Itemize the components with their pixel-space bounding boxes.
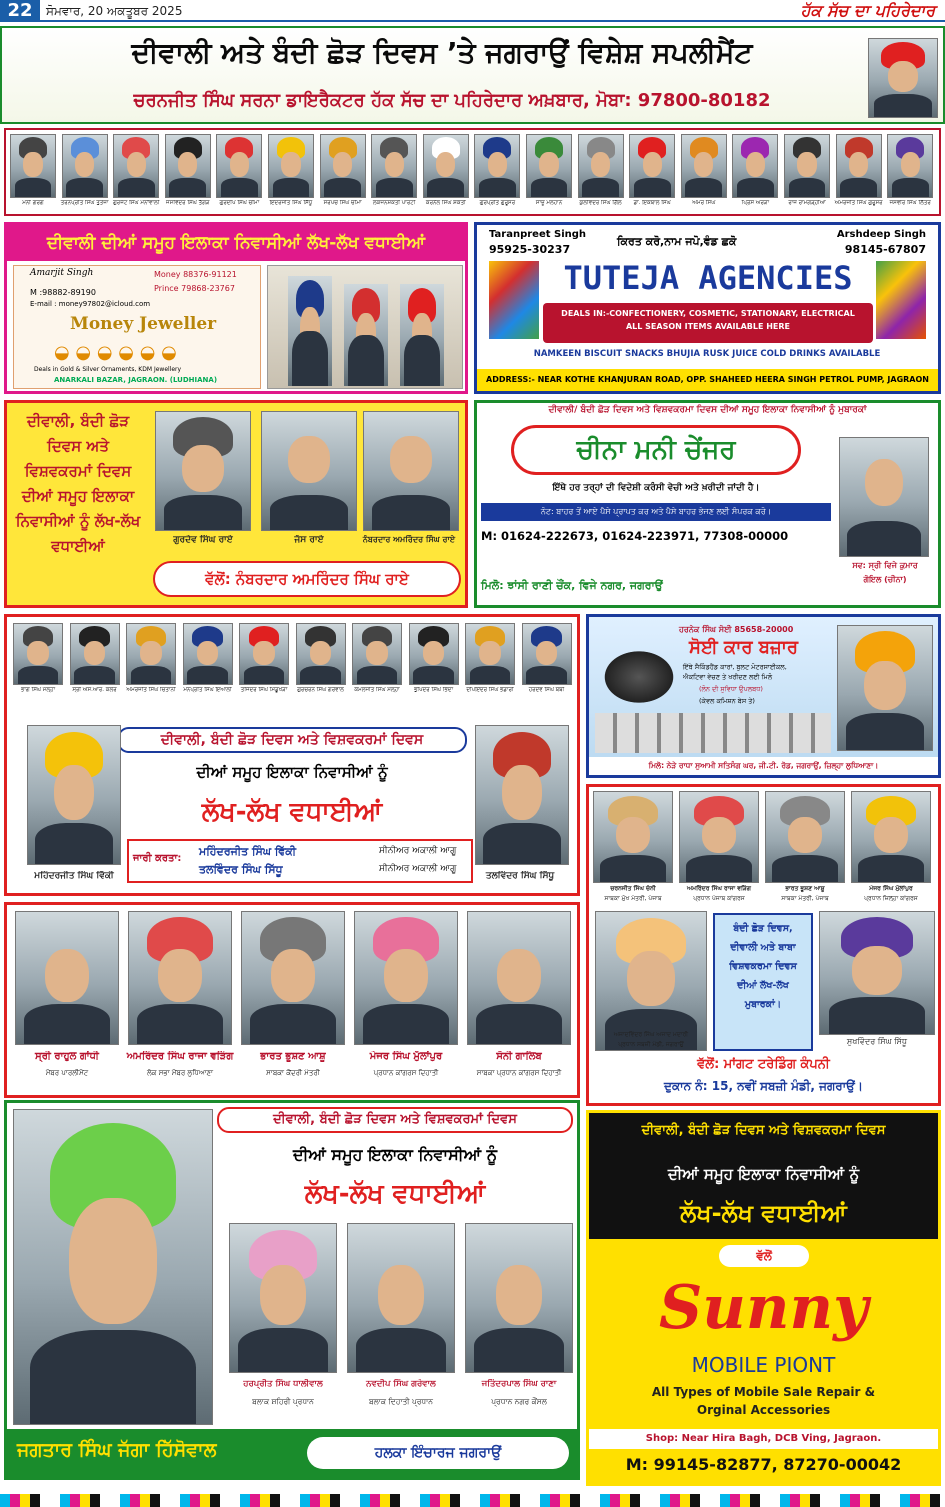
- masthead-logo: ਹੱਕ ਸੱਚ ਦਾ ਪਹਿਰੇਦਾਰ: [800, 1, 935, 20]
- strip-caption: ਸਾਜ਼ੂ ਮਲਹਾਨ: [535, 200, 563, 206]
- jagga-line1: ਦੀਵਾਲੀ, ਬੰਦੀ ਛੋੜ ਦਿਵਸ ਅਤੇ ਵਿਸ਼ਵਕਰਮਾਂ ਦਿਵਸ: [217, 1107, 573, 1133]
- jagga-row-photo: [465, 1223, 573, 1373]
- mangat-photo-left: [595, 911, 707, 1051]
- mangat-from: ਵੱਲੋਂ: ਮਾਂਗਟ ਟਰੇਡਿੰਗ ਕੰਪਨੀ: [697, 1057, 830, 1072]
- congress-photo: [241, 911, 345, 1045]
- vicky-row-photo: [183, 623, 233, 685]
- sai-owner-name: ਹਰਨੇਕ ਸਿੰਘ ਸੋਈ: [679, 625, 732, 634]
- sunny-desc2: Orginal Accessories: [696, 1403, 831, 1417]
- mangat-row-role: ਪ੍ਰਧਾਨ ਪੰਜਾਬ ਕਾਂਗਰਸ: [693, 895, 745, 902]
- prince-phone: 79868-23767: [181, 284, 235, 293]
- mangat-address: ਦੁਕਾਨ ਨੰ: 15, ਨਵੀਂ ਸਬਜ਼ੀ ਮੰਡੀ, ਜਗਰਾਉਂ।: [664, 1079, 863, 1093]
- tuteja-left-phone: 95925-30237: [489, 243, 571, 256]
- issuer-role-1: ਸੀਨੀਅਰ ਅਕਾਲੀ ਆਗੂ: [379, 846, 457, 856]
- vicky-row-caption: ਭਾਗ ਸਿੰਘ ਮੱਲ੍ਹਾ: [20, 687, 56, 693]
- tuteja-motto: ਕਿਰਤ ਕਰੋ,ਨਾਮ ਜਪੋ,ਵੰਡ ਛਕੋ: [617, 235, 737, 248]
- china-money-changer-ad: [474, 400, 941, 608]
- strip-photo: [681, 134, 727, 198]
- shop-address: ANARKALI BAZAR, JAGRAON. (LUDHIANA): [54, 376, 218, 384]
- mangat-left-name: ਅਜਾਦਵਿੰਦਰ ਸਿੰਘ ਅਜਾਦ ਮਦਾਰੀ: [613, 1031, 689, 1038]
- congress-photo: [467, 911, 571, 1045]
- issuer-name-2: ਤਲਵਿੰਦਰ ਸਿੰਘ ਸਿੱਧੂ: [199, 863, 283, 876]
- money-label: [154, 270, 237, 279]
- jagga-footer-name: ਜਗਤਾਰ ਸਿੰਘ ਜੱਗਾ ਹਿੱਸੋਵਾਲ: [17, 1439, 217, 1461]
- mangat-row-role: ਪ੍ਰਧਾਨ ਜ਼ਿਲ੍ਹਾ ਕਾਂਗਰਸ: [864, 895, 918, 902]
- mangat-center-text: ਬੰਦੀ ਛੋੜ ਦਿਵਸ, ਦੀਵਾਲੀ ਅਤੇ ਬਾਬਾ ਵਿਸ਼ਵਕਰਮਾ ਦਿਵਸ ਦੀਆਂ ਲੱਖ-ਲੱਖ ਮੁਬਾਰਕਾਂ।: [729, 923, 797, 1010]
- vicky-row-photo: [522, 623, 572, 685]
- china-line2: ਨੋਟ: ਬਾਹਰ ਤੋਂ ਆਏ ਪੈਸੇ ਪ੍ਰਾਪਤ ਕਰ ਅਤੇ ਪੈਸੇ ਬਾਹਰ ਭੇਜਣ ਲਈ ਸੰਪਰਕ ਕਰੋ।: [481, 503, 831, 521]
- congress-photo: [15, 911, 119, 1045]
- rai-photo-3: [363, 411, 459, 531]
- strip-photo: [268, 134, 314, 198]
- strip-photo: [113, 134, 159, 198]
- vicky-caption-right: ਤਲਵਿੰਦਰ ਸਿੰਘ ਸਿੱਧੂ: [485, 871, 555, 881]
- strip-caption: ਅਮਰਜੀਤ ਸਿੰਘ ਗੁਰੂਸਰ: [834, 200, 883, 206]
- mangat-row-photo: [765, 791, 845, 883]
- issue-date: ਸੋਮਵਾਰ, 20 ਅਕਤੂਬਰ 2025: [46, 4, 183, 18]
- strip-caption: ਜਸਵੀਰ ਸਿੰਘ ਲਿੱਤਰ: [889, 200, 931, 206]
- banner-title: ਦੀਵਾਲੀ ਅਤੇ ਬੰਦੀ ਛੋੜ ਦਿਵਸ ’ਤੇ ਜਗਰਾਉਂ ਵਿਸ਼ੇਸ਼ ਸਪਲੀਮੈਂਟ: [131, 36, 753, 69]
- jagga-row-photo: [229, 1223, 337, 1373]
- mangat-row-photo: [679, 791, 759, 883]
- vicky-line1: ਦੀਵਾਲੀ, ਬੰਦੀ ਛੋੜ ਦਿਵਸ ਅਤੇ ਵਿਸ਼ਵਕਰਮਾਂ ਦਿਵਸ: [117, 727, 467, 753]
- car-lot-image: [595, 713, 831, 753]
- vicky-row-caption: ਭੁਪਿੰਦਰ ਸਿੰਘ ਭਿੰਦਾ: [413, 687, 454, 693]
- vicky-row-photo: [13, 623, 63, 685]
- print-registration-bar: [0, 1494, 945, 1507]
- china-photo: [839, 437, 929, 557]
- vicky-line2: ਦੀਆਂ ਸਮੂਹ ਇਲਾਕਾ ਨਿਵਾਸੀਆਂ ਨੂੰ: [196, 763, 388, 781]
- vicky-row-caption: ਕਮਲਜੀਤ ਸਿੰਘ ਮੱਲ੍ਹਾ: [354, 687, 400, 693]
- sai-line1: ਇੱਥੇ ਸੈਕਿੰਡਹੈਂਡ ਕਾਰਾਂ, ਬੁਲਟ ਮੋਟਰਸਾਈਕਲ,: [683, 663, 787, 671]
- strip-photo: [836, 134, 882, 198]
- vicky-row-photo: [239, 623, 289, 685]
- vicky-row-photo: [409, 623, 459, 685]
- mangat-row-name: ਭਾਰਤ ਭੂਸ਼ਣ ਆਸ਼ੂ: [785, 885, 825, 892]
- jagga-row-photo: [347, 1223, 455, 1373]
- strip-photo: [320, 134, 366, 198]
- strip-caption: ਪ੍ਰਿੰਸ ਅਰੋੜਾ: [741, 200, 770, 206]
- jagga-row-name: ਹਰਪ੍ਰੀਤ ਸਿੰਘ ਧਾਲੀਵਾਲ: [243, 1379, 323, 1389]
- vicky-row-caption: ਅਮਰਜੀਤ ਸਿੰਘ ਚਿਤਾਨੀ: [126, 687, 176, 693]
- jagga-row-role: ਬਲਾਕ ਸ਼ਹਿਰੀ ਪ੍ਰਧਾਨ: [252, 1397, 314, 1406]
- strip-caption: ਕਰਨੈਲ ਸਿੰਘ ਸ਼ਕਤੀ: [425, 200, 466, 206]
- rai-photo-2: [261, 411, 357, 531]
- director-photo: [868, 38, 938, 118]
- issuer-label: ਜਾਰੀ ਕਰਤਾ:: [133, 853, 182, 864]
- strip-photo: [784, 134, 830, 198]
- strip-photo: [62, 134, 108, 198]
- vicky-row-caption: ਹਰਦੇਵ ਸਿੰਘ ਬੋਬੀ: [528, 687, 565, 693]
- strip-caption: ਲੋਕਜਨਸ਼ਕਤੀ ਪਾਰਟੀ: [372, 200, 416, 206]
- vicky-row-photo: [126, 623, 176, 685]
- money-phone: 88376-91121: [183, 270, 237, 279]
- strip-photo: [474, 134, 520, 198]
- mangat-trading-ad: [586, 784, 941, 1106]
- jagga-line3: ਲੱਖ-ਲੱਖ ਵਧਾਈਆਂ: [304, 1179, 486, 1209]
- group-photo: [267, 265, 463, 389]
- congress-photo: [354, 911, 458, 1045]
- rai-message: ਦੀਵਾਲੀ, ਬੰਦੀ ਛੋੜ ਦਿਵਸ ਅਤੇ ਵਿਸ਼ਵਕਰਮਾਂ ਦਿਵਸ ਦੀਆਂ ਸਮੂਹ ਇਲਾਕਾ ਨਿਵਾਸੀਆਂ ਨੂੰ ਲੱਖ-ਲੱਖ ਵਧਾਈਆਂ: [15, 412, 141, 555]
- sunny-desc1: All Types of Mobile Sale Repair &: [651, 1385, 876, 1399]
- china-title: ਚੀਨਾ ਮਨੀ ਚੇਂਜਰ: [511, 425, 801, 475]
- diya-row: ◒ ◒ ◒ ◒ ◒ ◒: [54, 342, 177, 363]
- jagga-footer-role: ਹਲਕਾ ਇੰਚਾਰਜ ਜਗਰਾਉਂ: [307, 1437, 569, 1469]
- strip-caption: ਗੁਰਪ੍ਰੀਤ ਗੁਰੂਸਰ: [479, 200, 516, 206]
- rai-greeting-ad: [4, 400, 468, 608]
- congress-role: ਸਾਬਕਾ ਕੈਂਦਰੀ ਮੰਤਰੀ: [266, 1069, 320, 1077]
- sai-phone: 85658-20000: [734, 625, 794, 634]
- strip-photo: [10, 134, 56, 198]
- strip-photo: [578, 134, 624, 198]
- sai-title: ਸੋਈ ਕਾਰ ਬਜ਼ਾਰ: [689, 637, 799, 658]
- sunny-line3: ਲੱਖ-ਲੱਖ ਵਧਾਈਆਂ: [680, 1199, 847, 1227]
- sunny-phones: M: 99145-82877, 87270-00042: [625, 1455, 902, 1474]
- mangat-row-name: ਅਮਰਿੰਦਰ ਸਿੰਘ ਰਾਜਾ ਵੜਿੰਗ: [687, 885, 751, 892]
- strip-photo: [216, 134, 262, 198]
- banner-subtitle: ਚਰਨਜੀਤ ਸਿੰਘ ਸਰਨਾ ਡਾਇਰੈਕਟਰ ਹੱਕ ਸੱਚ ਦਾ ਪਹਿਰੇਦਾਰ ਅਖ਼ਬਾਰ, ਮੋਬਾ: 97800-80182: [133, 90, 771, 111]
- tuteja-title: TUTEJA AGENCIES: [563, 259, 853, 297]
- mangat-row-name: ਮੇਜਰ ਸਿੰਘ ਮੁੱਲਾਂਪੁਰ: [869, 885, 913, 892]
- strip-photo: [887, 134, 933, 198]
- money-greeting: ਦੀਵਾਲੀ ਦੀਆਂ ਸਮੂਹ ਇਲਾਕਾ ਨਿਵਾਸੀਆਂ ਲੱਖ-ਲੱਖ ਵਧਾਈਆਂ: [7, 225, 465, 261]
- car-image: [599, 647, 679, 707]
- product-image-right: [876, 261, 926, 339]
- strip-caption: ਰਾਜ ਰਾਮਗੜ੍ਹੀਆ: [788, 200, 826, 206]
- sunny-from: ਵੱਲੋਂ: [719, 1245, 809, 1267]
- strip-caption: ਕੁਲਵਿੰਦਰ ਸਿੰਘ ਗਿੱਲ: [579, 200, 622, 206]
- congress-photo: [128, 911, 232, 1045]
- shop-deals: Deals in Gold & Silver Ornaments, KDM Jewellery: [34, 366, 182, 373]
- person-photo: [288, 276, 332, 386]
- sai-owner: [679, 625, 793, 635]
- strip-caption: ਤਰਨਪ੍ਰੀਤ ਸਿੰਘ ਤੁਤੇਜਾ: [60, 200, 109, 206]
- vicky-sidhu-ad: [4, 614, 580, 896]
- mangat-row-role: ਸਾਬਕਾ ਮੁੱਖ ਮੰਤਰੀ, ਪੰਜਾਬ: [604, 895, 662, 902]
- sunny-mobile-ad: [586, 1110, 941, 1486]
- owner-name: Amarjit Singh: [30, 268, 94, 278]
- jagga-row-role: ਬਲਾਕ ਦਿਹਾਤੀ ਪ੍ਰਧਾਨ: [368, 1397, 433, 1406]
- jagga-row-name: ਜਤਿੰਦਰਪਾਲ ਸਿੰਘ ਰਾਣਾ: [481, 1379, 557, 1389]
- vicky-row-photo: [465, 623, 515, 685]
- sai-car-bazaar-ad: [586, 614, 941, 778]
- strip-caption: ਅਮਰ ਸਿੰਘ: [692, 200, 716, 206]
- congress-name: ਸੋਨੀ ਗਾਲਿਬ: [496, 1051, 542, 1062]
- china-address: ਮਿਲੋ: ਝਾਂਸੀ ਰਾਣੀ ਚੌਂਕ, ਵਿਜੇ ਨਗਰ, ਜਗਰਾਉਂ: [481, 579, 663, 592]
- rai-name-3: ਨੰਬਰਦਾਰ ਅਮਰਿੰਦਰ ਸਿੰਘ ਰਾਏ: [362, 535, 456, 544]
- jagga-row-role: ਪ੍ਰਧਾਨ ਨਗਰ ਕੌਂਸਲ: [491, 1397, 547, 1406]
- sai-line3: (ਲੋਨ ਦੀ ਸੁਵਿਧਾ ਉਪਲਬਧ): [699, 685, 763, 693]
- money-jeweller-ad: [4, 222, 468, 394]
- strip-caption: ਮਨੀ ਗਰਗ: [22, 200, 44, 206]
- tuteja-right-name: Arshdeep Singh: [836, 229, 926, 240]
- vicky-row-caption: ਗੁਰਚਰਨ ਸਿੰਘ ਗਰੇਵਾਲ: [297, 687, 344, 693]
- vicky-row-caption: ਸ੍ਰੀ ਐਸ.ਆਰ. ਕਲੇਰ: [72, 687, 117, 693]
- congress-role: ਲੋਕ ਸਭਾ ਮੈਂਬਰ ਲੁਧਿਆਣਾ: [146, 1069, 214, 1077]
- issuer-name-1: ਮਹਿੰਦਰਜੀਤ ਸਿੰਘ ਵਿੱਕੀ: [199, 845, 297, 858]
- china-line1: ਇੱਥੇ ਹਰ ਤਰ੍ਹਾਂ ਦੀ ਵਿਦੇਸ਼ੀ ਕਰੰਸੀ ਵੇਚੀ ਅਤੇ ਖ਼ਰੀਦੀ ਜਾਂਦੀ ਹੈ।: [552, 483, 760, 493]
- tuteja-right-phone: 98145-67807: [844, 243, 926, 256]
- tuteja-address: ADDRESS:- NEAR KOTHE KHANJURAN ROAD, OPP. SHAHEED HEERA SINGH PETROL PUMP, JAGRAON: [477, 369, 938, 391]
- vicky-line3: ਲੱਖ-ਲੱਖ ਵਧਾਈਆਂ: [201, 797, 383, 827]
- person-photo: [344, 284, 388, 386]
- jagga-line2: ਦੀਆਂ ਸਮੂਹ ਇਲਾਕਾ ਨਿਵਾਸੀਆਂ ਨੂੰ: [292, 1145, 497, 1164]
- money-label-text: Money: [154, 270, 181, 279]
- prince-label: [154, 284, 235, 293]
- strip-photo: [165, 134, 211, 198]
- photo-strip: [4, 128, 941, 216]
- congress-name: ਭਾਰਤ ਭੂਸ਼ਣ ਆਸ਼ੂ: [260, 1051, 326, 1062]
- tuteja-items: NAMKEEN BISCUIT SNACKS BHUJIA RUSK JUICE COLD DRINKS AVAILABLE: [533, 349, 881, 359]
- rai-photo-1: [155, 411, 251, 531]
- product-image-left: [489, 261, 539, 339]
- shop-name: Money Jeweller: [70, 314, 217, 334]
- tuteja-deals-line1: DEALS IN:-CONFECTIONERY, COSMETIC, STATIONARY, ELECTRICAL: [561, 309, 855, 318]
- vicky-row-photo: [70, 623, 120, 685]
- sai-line4: (ਕੇਵਲ ਕਮਿਸ਼ਨ ਬੇਸ ਤੇ): [699, 697, 755, 705]
- vicky-row-caption: ਮਨਪ੍ਰੀਤ ਸਿੰਘ ਇਆਲੀ: [183, 687, 232, 693]
- mangat-row-photo: [851, 791, 931, 883]
- jagga-footer: [7, 1429, 577, 1477]
- tuteja-left-name: Taranpreet Singh: [489, 229, 587, 240]
- mangat-row-photo: [593, 791, 673, 883]
- vicky-photo-right: [475, 725, 569, 865]
- jagga-photo: [13, 1109, 213, 1425]
- vicky-row-photo: [352, 623, 402, 685]
- rai-name-1: ਗੁਰਦੇਵ ਸਿੰਘ ਰਾਏ: [173, 535, 233, 545]
- china-late: ਸਵ: ਸ੍ਰੀ ਵਿਜੇ ਕੁਮਾਰ: [852, 561, 918, 570]
- vicky-row-caption: ਤਜਿੰਦਰ ਸਿੰਘ ਮਿੱਡੂਖੇੜਾ: [240, 687, 288, 693]
- sunny-sub: MOBILE PIONT: [691, 1353, 836, 1377]
- issuer-role-2: ਸੀਨੀਅਰ ਅਕਾਲੀ ਆਗੂ: [379, 864, 457, 874]
- congress-role: ਪ੍ਰਧਾਨ ਕਾਂਗਰਸ ਦਿਹਾਤੀ: [373, 1069, 439, 1077]
- congress-greeting-ad: [4, 902, 580, 1098]
- mangat-center-box: [713, 913, 813, 1051]
- congress-name: ਅਮਰਿੰਦਰ ਸਿੰਘ ਰਾਜਾ ਵੜਿੰਗ: [126, 1051, 234, 1062]
- strip-photo: [371, 134, 417, 198]
- vicky-issuer-box: [127, 839, 473, 883]
- strip-caption: ਡਾ. ਇਕਬਾਲ ਸਿੰਘ: [633, 200, 671, 206]
- tuteja-agencies-ad: [474, 222, 941, 394]
- mangat-row-role: ਸਾਬਕਾ ਮੰਤਰੀ, ਪੰਜਾਬ: [781, 895, 829, 902]
- jagga-ad: [4, 1100, 580, 1480]
- money-card: [13, 265, 261, 389]
- sunny-line1: ਦੀਵਾਲੀ, ਬੰਦੀ ਛੋੜ ਦਿਵਸ ਅਤੇ ਵਿਸ਼ਵਕਰਮਾ ਦਿਵਸ: [641, 1123, 886, 1138]
- person-photo: [400, 284, 444, 386]
- congress-name: ਸ੍ਰੀ ਰਾਹੁਲ ਗਾਂਧੀ: [35, 1051, 99, 1062]
- owner-email: E-mail : money97802@icloud.com: [30, 300, 151, 308]
- vicky-row-photo: [296, 623, 346, 685]
- congress-role: ਮੈਂਬਰ ਪਾਰਲੀਮੈਂਟ: [45, 1069, 89, 1077]
- mangat-photo-right: [819, 911, 935, 1035]
- strip-photo: [629, 134, 675, 198]
- supplement-banner: [0, 26, 945, 124]
- sunny-brand: Sunny: [658, 1273, 869, 1343]
- page-number: 22: [0, 0, 40, 22]
- rai-name-2: ਜੱਸ ਰਾਏ: [294, 535, 324, 545]
- strip-caption: ਜਸਵਿੰਦਰ ਸਿੰਘ ਤੱਗੜ: [166, 200, 210, 206]
- congress-name: ਮੇਜਰ ਸਿੰਘ ਮੁੱਲਾਂਪੁਰ: [369, 1051, 443, 1062]
- sai-line2: ਐਕਟਿਵਾ ਵੇਚਣ ਤੇ ਖਰੀਦਣ ਲਈ ਮਿਲੋ: [683, 673, 773, 681]
- jagga-row-name: ਨਵਦੀਪ ਸਿੰਘ ਗਰੇਵਾਲ: [366, 1379, 436, 1389]
- mangat-row-name: ਚਰਨਜੀਤ ਸਿੰਘ ਚੰਨੀ: [610, 885, 656, 892]
- owner-mobile: M :98882-89190: [30, 288, 96, 297]
- page-header: [0, 0, 945, 22]
- strip-caption: ਇੰਦਰਜੀਤ ਸਿੰਘ ਸਿੱਧੂ: [269, 200, 313, 206]
- strip-photo: [732, 134, 778, 198]
- sunny-line2: ਦੀਆਂ ਸਮੂਹ ਇਲਾਕਾ ਨਿਵਾਸੀਆਂ ਨੂੰ: [667, 1165, 860, 1183]
- vicky-photo-left: [27, 725, 121, 865]
- sai-photo: [837, 625, 933, 751]
- strip-caption: ਸਰਪੰਚ ਸਿੰਘ ਚੀਮਾ: [323, 200, 362, 206]
- prince-label-text: Prince: [154, 284, 179, 293]
- tuteja-deals-box: [543, 303, 873, 343]
- sunny-shop: Shop: Near Hira Bagh, DCB Ving, Jagraon.: [589, 1429, 938, 1449]
- strip-photo: [423, 134, 469, 198]
- tuteja-deals-line2: ALL SEASON ITEMS AVAILABLE HERE: [625, 322, 791, 331]
- china-phones: M: 01624-222673, 01624-223971, 77308-00000: [481, 529, 789, 543]
- strip-photo: [526, 134, 572, 198]
- china-late2: ਗੋਇਲ (ਚੀਨਾ): [863, 575, 907, 584]
- rai-from: ਵੱਲੋਂ: ਨੰਬਰਦਾਰ ਅਮਰਿੰਦਰ ਸਿੰਘ ਰਾਏ: [153, 561, 461, 597]
- vicky-row-caption: ਦੀਪਇੰਦਰ ਸਿੰਘ ਭੰਡਾਰੀ: [466, 687, 514, 693]
- mangat-left-role: ਪ੍ਰਧਾਨ ਸਬਜ਼ੀ ਮੰਡੀ, ਜਗਰਾਉਂ: [618, 1041, 684, 1048]
- china-top: ਦੀਵਾਲੀ/ ਬੰਦੀ ਛੋੜ ਦਿਵਸ ਅਤੇ ਵਿਸ਼ਵਕਰਮਾ ਦਿਵਸ ਦੀਆਂ ਸਮੂਹ ਇਲਾਕਾ ਨਿਵਾਸੀਆਂ ਨੂੰ ਮੁਬਾਰਕਾਂ: [548, 405, 867, 415]
- strip-caption: ਗੁਰਜੰਟ ਸਿੰਘ ਮੈਨਾਂਵਾਲੀ: [112, 200, 160, 206]
- congress-role: ਸਾਬਕਾ ਪ੍ਰਧਾਨ ਕਾਂਗਰਸ ਦਿਹਾਤੀ: [476, 1069, 562, 1077]
- sai-address: ਮਿਲੋ: ਨੇੜੇ ਰਾਧਾ ਸੁਆਮੀ ਸਤਿਸੰਗ ਘਰ, ਜੀ.ਟੀ. ਰੋਡ, ਜਗਰਾਉਂ, ਜ਼ਿਲ੍ਹਾ ਲੁਧਿਆਣਾ।: [589, 757, 938, 775]
- mangat-right-name: ਸੁਖਵਿੰਦਰ ਸਿੰਘ ਸਿੱਧੂ: [846, 1037, 908, 1046]
- vicky-caption-left: ਮਹਿੰਦਰਜੀਤ ਸਿੰਘ ਵਿੱਕੀ: [34, 871, 114, 881]
- strip-caption: ਗੁਰਦੀਪ ਸਿੰਘ ਚੀਮਾ: [219, 200, 260, 206]
